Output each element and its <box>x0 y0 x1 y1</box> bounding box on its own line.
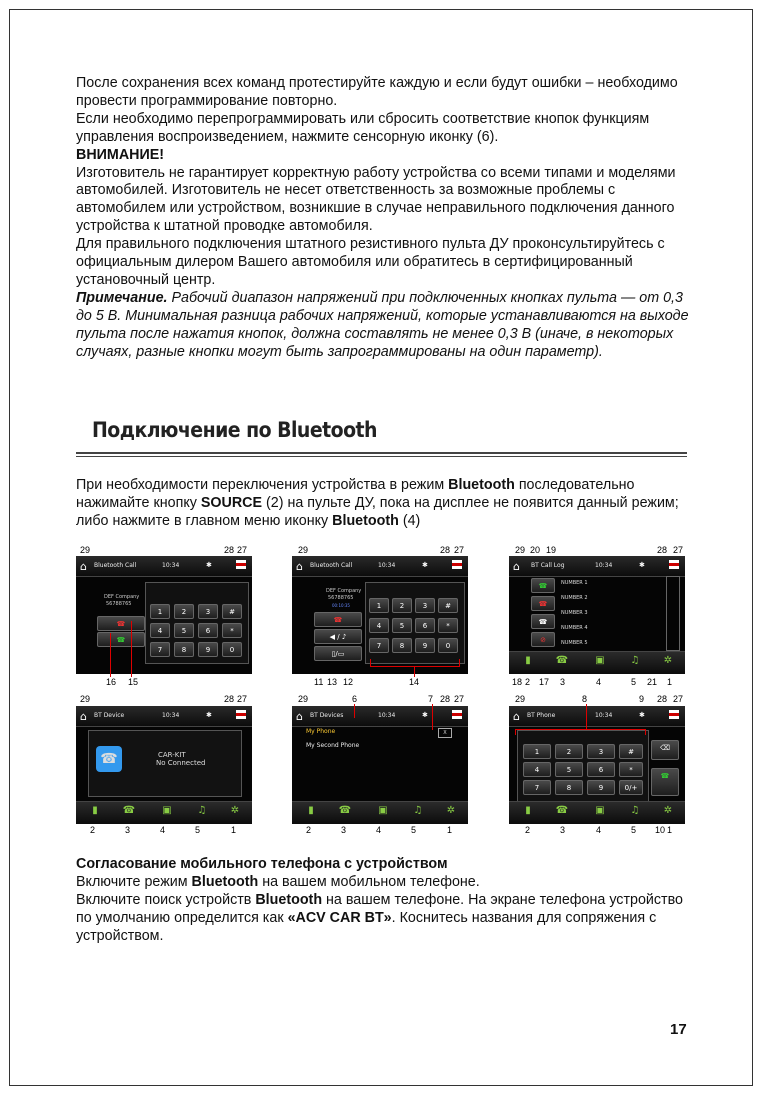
hangup-button[interactable]: ☎ <box>314 612 362 627</box>
callout-number: 29 <box>515 545 526 555</box>
keypad-key: * <box>438 618 458 633</box>
keypad-key: * <box>619 762 643 777</box>
callout-number: 28 <box>224 694 235 704</box>
callout-number: 10 <box>655 825 666 835</box>
keypad-key: 8 <box>174 642 194 657</box>
keypad-key: 5 <box>174 623 194 638</box>
keypad-key: 9 <box>198 642 218 657</box>
keypad-key: 0 <box>438 638 458 653</box>
callout-number: 6 <box>352 694 358 704</box>
pairing-section: Согласование мобильного телефона с устройством Включите режим Bluetooth на вашем мобильном телефоне. Включите поиск устройств Bluetooth на вашем телефоне. На экране телефона устройство по умолчанию определится как «ACV CAR BT». Коснитесь названия для сопряжения с устройством. <box>76 856 696 946</box>
callout-number: 4 <box>596 677 602 687</box>
callout-number: 3 <box>341 825 347 835</box>
keypad-key: 4 <box>523 762 551 777</box>
callout-number: 2 <box>525 677 531 687</box>
keypad-key: 9 <box>415 638 435 653</box>
screen-bt-devices: ⌂ BT Devices 10:34 ✱ My Phone My Second Phone X ▮ ☎ ▣ ♫ ✲ <box>292 706 468 824</box>
callout-number: 4 <box>376 825 382 835</box>
callout-number: 2 <box>525 825 531 835</box>
callout-number: 3 <box>125 825 131 835</box>
callout-number: 29 <box>515 694 526 704</box>
callout-number: 19 <box>546 545 557 555</box>
callout-number: 2 <box>306 825 312 835</box>
callout-number: 5 <box>631 825 637 835</box>
section-rule-thin <box>76 456 687 457</box>
keypad-key: 7 <box>523 780 551 795</box>
page-number: 17 <box>670 1021 687 1038</box>
keypad-key: 0/+ <box>619 780 643 795</box>
callout-number: 13 <box>327 677 338 687</box>
keypad-key: 6 <box>415 618 435 633</box>
answer-button[interactable]: ☎ <box>97 632 145 647</box>
screen-bluetooth-call: ⌂ Bluetooth Call 10:34 ✱ DEF Company 56788765 ☎ ☎ 1 2 3 # 4 5 6 * 7 8 9 0 <box>76 556 252 674</box>
keypad-key: 9 <box>587 780 615 795</box>
screen-bt-phone: ⌂ BT Phone 10:34 ✱ 1 2 3 # 4 5 6 * 7 8 9 0/+ ⌫ ☎ ▮ ☎ ▣ ♫ ✲ <box>509 706 685 824</box>
call-button[interactable]: ☎ <box>651 768 679 796</box>
warning-title: ВНИМАНИЕ! <box>76 146 165 163</box>
callout-number: 1 <box>667 677 673 687</box>
callout-number: 9 <box>639 694 645 704</box>
callout-number: 3 <box>560 825 566 835</box>
keypad-key: 7 <box>150 642 170 657</box>
missed-calls-tab[interactable]: ☎ <box>531 596 555 611</box>
callout-number: 8 <box>582 694 588 704</box>
flag-icon <box>236 560 246 569</box>
callout-number: 5 <box>195 825 201 835</box>
callout-number: 5 <box>411 825 417 835</box>
keypad-key: 2 <box>174 604 194 619</box>
callout-leader-line <box>370 659 460 667</box>
keypad-key: # <box>619 744 643 759</box>
callout-number: 11 <box>314 677 324 687</box>
device-my-phone[interactable]: My Phone <box>306 728 336 735</box>
bluetooth-status-icon: ✱ <box>206 561 212 569</box>
keypad-key: 4 <box>150 623 170 638</box>
keypad-key: 8 <box>555 780 583 795</box>
transfer-button[interactable]: ▯/▭ <box>314 646 362 661</box>
callout-number: 27 <box>673 545 684 555</box>
callout-number: 29 <box>80 694 91 704</box>
note-paragraph <box>76 290 696 362</box>
callout-leader-line <box>515 729 646 735</box>
device-my-second-phone[interactable]: My Second Phone <box>306 742 360 749</box>
note-text: Рабочий диапазон напряжений при подключенных кнопках пульта — от 0,3 до 5 В. Минимальная разница рабочих напряжений, которые устанавливаются на выходе пульта после нажатия кнопок, должна составлять не менее 0,3 В (иначе, в некоторых случаях, разные кнопки могут быть запрограммированы на один параметр). <box>76 289 689 360</box>
callout-leader-line <box>131 621 132 677</box>
section-rule <box>76 452 687 454</box>
callout-number: 4 <box>160 825 166 835</box>
callout-number: 29 <box>80 545 91 555</box>
delete-log-button[interactable]: ⊘ <box>531 632 555 647</box>
section-title: Подключение по Bluetooth <box>92 418 377 442</box>
callout-number: 29 <box>298 545 309 555</box>
callout-number: 18 <box>512 677 523 687</box>
callout-number: 27 <box>454 694 465 704</box>
intro-p4: Для правильного подключения штатного резистивного пульта ДУ проконсультируйтесь с официальным дилером Вашего автомобиля или обратитесь в сертифицированный установочный центр. <box>76 236 665 288</box>
callout-number: 5 <box>631 677 637 687</box>
keypad-key: 1 <box>150 604 170 619</box>
keypad-key: # <box>222 604 242 619</box>
keypad-key: # <box>438 598 458 613</box>
callout-number: 21 <box>647 677 658 687</box>
disconnect-button[interactable]: X <box>438 728 452 738</box>
volume-mic-button[interactable]: ◀ / ♪ <box>314 629 362 644</box>
callout-leader-line <box>110 633 111 677</box>
keypad-key: 6 <box>198 623 218 638</box>
section-intro: При необходимости переключения устройства в режим Bluetooth последовательно нажимайте кнопку SOURCE (2) на пульте ДУ, пока на дисплее не появится данный режим; либо нажмите в главном меню иконку Bluetooth (4) <box>76 477 679 529</box>
keypad-key: 5 <box>392 618 412 633</box>
intro-p1: После сохранения всех команд протестируйте каждую и если будут ошибки – необходимо провести программирование повторно. <box>76 75 678 109</box>
callout-leader-line <box>354 704 355 718</box>
callout-number: 3 <box>560 677 566 687</box>
callout-number: 27 <box>454 545 465 555</box>
keypad-key: 5 <box>555 762 583 777</box>
intro-text <box>76 75 696 362</box>
callout-leader-line <box>432 704 433 730</box>
keypad-key: 2 <box>555 744 583 759</box>
keypad-key: 8 <box>392 638 412 653</box>
keypad-key: * <box>222 623 242 638</box>
intro-p3: Изготовитель не гарантирует корректную работу устройства со всеми типами и моделями автомобилей. Изготовитель не несет ответственность за возможные проблемы с автомобилем или устройством, возникшие в случае неправильного подключения данного устройства к штатной проводке автомобиля. <box>76 164 676 235</box>
keypad-key: 3 <box>198 604 218 619</box>
backspace-button[interactable]: ⌫ <box>651 740 679 760</box>
callout-number: 28 <box>440 545 451 555</box>
keypad-key: 7 <box>369 638 389 653</box>
callout-number: 1 <box>447 825 453 835</box>
callout-number: 1 <box>667 825 673 835</box>
screen-bt-device: ⌂ BT Device 10:34 ✱ ☎ CAR-KIT No Connected ▮ ☎ ▣ ♫ ✲ <box>76 706 252 824</box>
note-label: Примечание. <box>76 289 168 306</box>
callout-number: 28 <box>657 545 668 555</box>
callout-number: 27 <box>673 694 684 704</box>
screen-bluetooth-call-active: ⌂ Bluetooth Call 10:34 ✱ DEF Company 56788765 00:10:35 ☎ ◀ / ♪ ▯/▭ 1 2 3 # 4 5 6 * 7 8 9 0 <box>292 556 468 674</box>
dialed-calls-tab[interactable]: ☎ <box>531 614 555 629</box>
home-icon[interactable]: ⌂ <box>80 560 87 573</box>
callout-number: 27 <box>237 694 248 704</box>
callout-number: 14 <box>409 677 420 687</box>
keypad-key: 6 <box>587 762 615 777</box>
callout-number: 15 <box>128 677 139 687</box>
received-calls-tab[interactable]: ☎ <box>531 578 555 593</box>
callout-number: 29 <box>298 694 309 704</box>
callout-number: 28 <box>224 545 235 555</box>
callout-number: 20 <box>530 545 541 555</box>
callout-number: 28 <box>440 694 451 704</box>
keypad-key: 1 <box>369 598 389 613</box>
callout-number: 12 <box>343 677 354 687</box>
callout-leader-line <box>586 704 587 729</box>
keypad-key: 3 <box>587 744 615 759</box>
screen-call-log: ⌂ BT Call Log 10:34 ✱ ☎ ☎ ☎ ⊘ NUMBER 1 NUMBER 2 NUMBER 3 NUMBER 4 NUMBER 5 ▮ ☎ ▣ ♫ ✲ <box>509 556 685 674</box>
keypad-key: 0 <box>222 642 242 657</box>
callout-number: 17 <box>539 677 550 687</box>
callout-number: 7 <box>428 694 434 704</box>
keypad-key: 4 <box>369 618 389 633</box>
callout-number: 28 <box>657 694 668 704</box>
pairing-title: Согласование мобильного телефона с устройством <box>76 856 448 872</box>
callout-number: 4 <box>596 825 602 835</box>
phone-link-icon: ☎ <box>96 746 122 772</box>
callout-number: 27 <box>237 545 248 555</box>
hangup-button[interactable]: ☎ <box>97 616 145 631</box>
callout-number: 2 <box>90 825 96 835</box>
intro-p2: Если необходимо перепрограммировать или сбросить соответствие кнопок функциям управления воспроизведением, нажмите сенсорную иконку (6). <box>76 110 650 145</box>
keypad-key: 3 <box>415 598 435 613</box>
callout-number: 1 <box>231 825 237 835</box>
keypad-key: 1 <box>523 744 551 759</box>
callout-number: 16 <box>106 677 117 687</box>
keypad-key: 2 <box>392 598 412 613</box>
callout-leader-line <box>414 667 415 677</box>
